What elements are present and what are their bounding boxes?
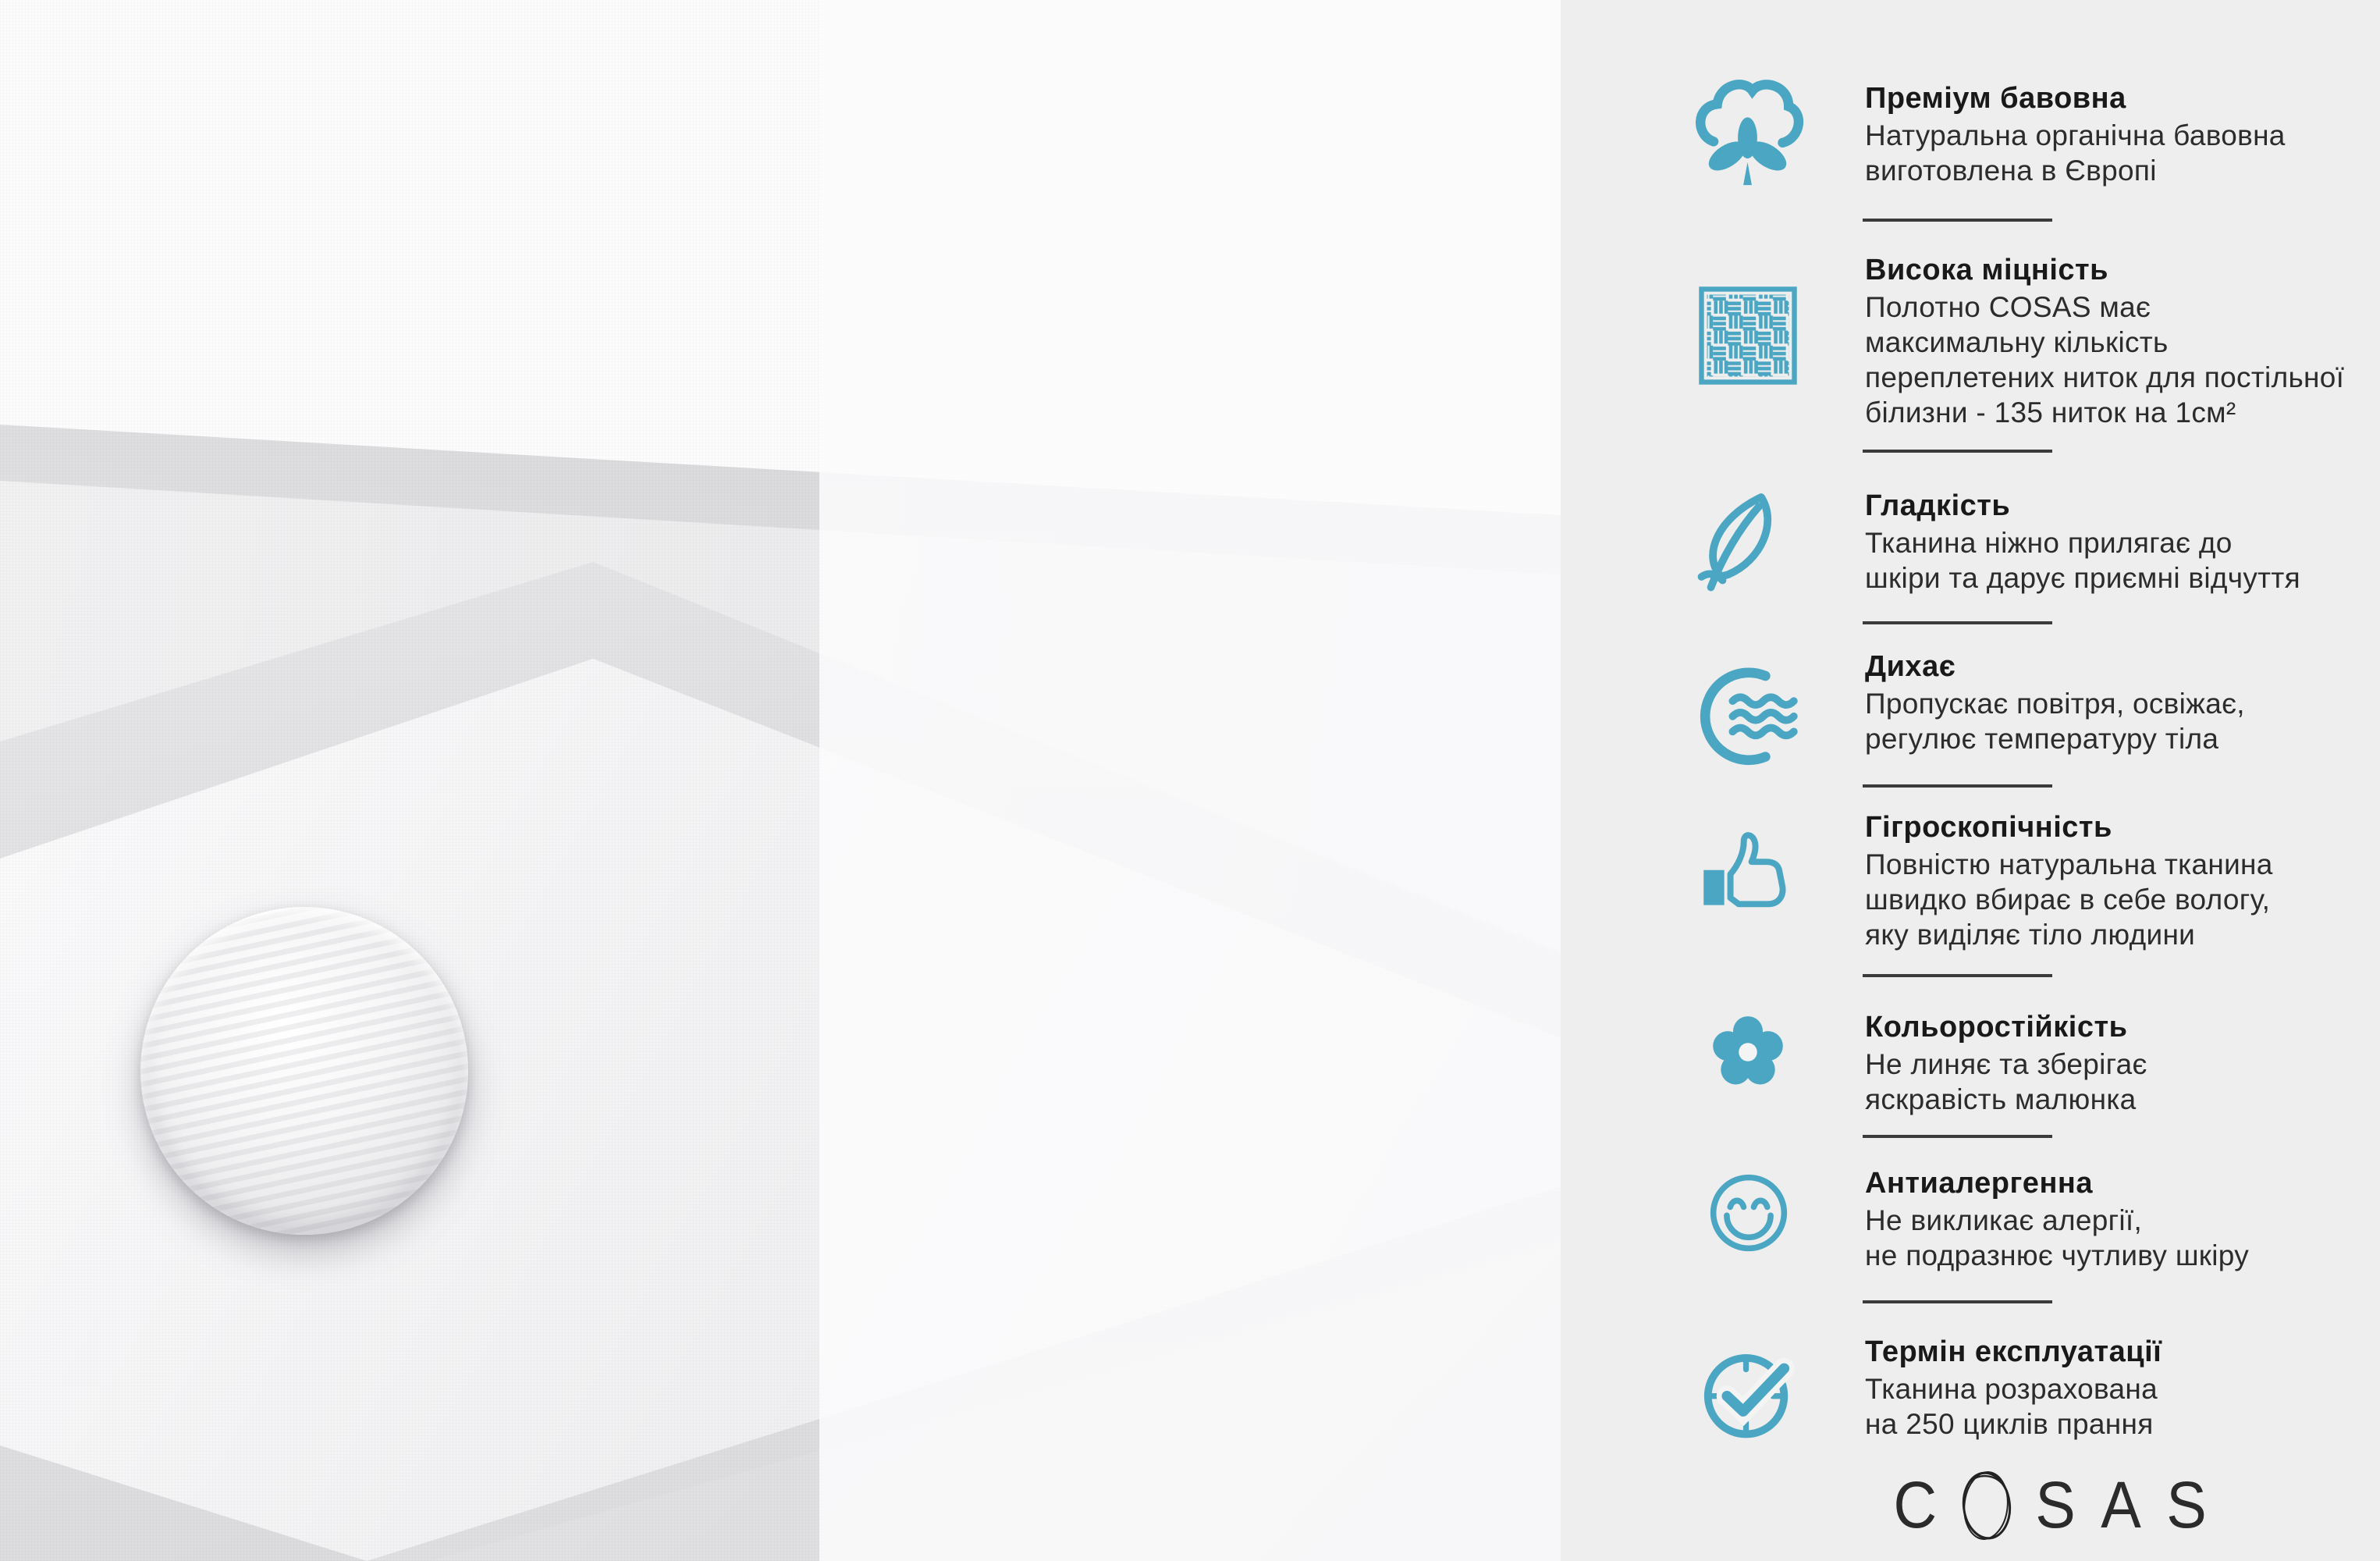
feature-service-life [1865, 1334, 2380, 1442]
feature-colorfast [1865, 1009, 2380, 1117]
section-divider [1863, 219, 2052, 222]
feature-title: Дихає [1865, 650, 1956, 683]
section-divider [1863, 450, 2052, 453]
cotton-icon [1687, 73, 1808, 194]
clock-check-icon [1700, 1346, 1796, 1441]
features-panel [819, 0, 2345, 1561]
section-divider [1863, 1300, 2052, 1303]
feature-description: Не линяє та зберігає яскравість малюнка [1865, 1048, 2147, 1115]
feature-title: Кольоростійкість [1865, 1011, 2128, 1044]
logo-letter-o [1963, 1472, 2009, 1538]
feature-description: Тканина розрахована на 250 циклів прання [1865, 1373, 2158, 1440]
section-divider [1863, 974, 2052, 977]
feature-premium-cotton [1865, 80, 2380, 188]
weave-icon [1698, 286, 1798, 386]
brand-logo [1892, 1468, 2208, 1541]
feature-description: Пропускає повітря, освіжає, регулює температуру тіла [1865, 688, 2245, 755]
feature-description: Натуральна органічна бавовна виготовлена в Європі [1865, 119, 2286, 187]
logo-letter: S [2166, 1468, 2207, 1541]
feature-anti-allergenic [1865, 1165, 2380, 1273]
section-divider [1863, 621, 2052, 624]
airflow-icon [1693, 660, 1803, 769]
feature-description: Тканина ніжно прилягає до шкіри та дарує приємні відчуття [1865, 527, 2300, 594]
feature-description: Повністю натуральна тканина швидко вбирає в себе вологу, яку виділяє тіло людини [1865, 848, 2273, 951]
section-divider [1863, 784, 2052, 788]
feature-smoothness [1865, 488, 2380, 596]
logo-letter: C [1893, 1468, 1938, 1541]
feature-title: Висока міцність [1865, 254, 2109, 286]
feature-description: Полотно COSAS має максимальну кількість переплетених ниток для постільної білизни - 135 ниток на 1см² [1865, 291, 2345, 428]
feature-description: Не викликає алергії, не подразнює чутливу шкіру [1865, 1204, 2250, 1271]
feather-icon [1689, 483, 1806, 600]
logo-letter: A [2101, 1468, 2141, 1541]
feature-hygroscopic [1865, 809, 2380, 952]
logo-letter: S [2035, 1468, 2076, 1541]
feature-title: Преміум бавовна [1865, 82, 2126, 115]
smiley-icon [1707, 1171, 1791, 1255]
feature-breathable [1865, 649, 2380, 756]
logo-o-scribble-icon [1956, 1467, 2017, 1544]
feature-title: Термін експлуатації [1865, 1335, 2162, 1368]
thumbs-up-icon [1696, 823, 1799, 926]
flower-icon [1704, 1008, 1792, 1096]
feature-title: Гладкість [1865, 489, 2011, 522]
fabric-covered-button [140, 907, 468, 1235]
feature-high-strength [1865, 252, 2380, 430]
section-divider [1863, 1135, 2052, 1138]
feature-title: Гігроскопічність [1865, 811, 2112, 844]
feature-title: Антиалергенна [1865, 1167, 2093, 1200]
